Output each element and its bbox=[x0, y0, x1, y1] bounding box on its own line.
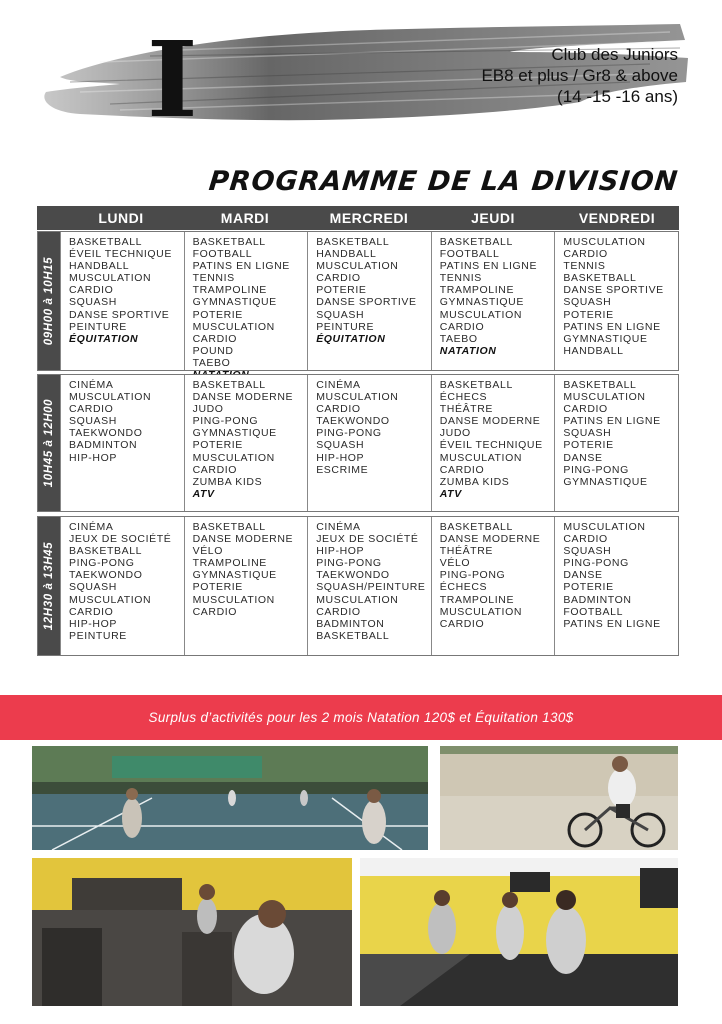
activity-item: PING-PONG bbox=[316, 427, 382, 440]
page-title: PROGRAMME DE LA DIVISION bbox=[207, 166, 680, 197]
activity-item: TAEKWONDO bbox=[69, 427, 143, 440]
activity-item: DANSE MODERNE bbox=[439, 533, 541, 546]
activity-item: VÉLO bbox=[192, 545, 224, 558]
day-friday: VENDREDI bbox=[578, 210, 656, 226]
activity-item: SQUASH bbox=[316, 439, 365, 452]
activity-item: SQUASH bbox=[69, 296, 117, 309]
activity-item: TENNIS bbox=[563, 260, 606, 273]
activity-item: DANSE SPORTIVE bbox=[316, 296, 417, 309]
activity-item: BASKETBALL bbox=[563, 379, 637, 391]
activity-item: BASKETBALL bbox=[69, 545, 143, 558]
day-thursday: JEUDI bbox=[471, 210, 515, 226]
activity-item: PEINTURE bbox=[69, 320, 127, 333]
time-slot-afternoon bbox=[37, 516, 679, 656]
activity-item: BASKETBALL bbox=[69, 236, 143, 248]
gym-image-right bbox=[360, 858, 678, 1006]
activity-item: JUDO bbox=[439, 427, 471, 440]
time-slot-text: 10H45 à 12H00 bbox=[43, 398, 55, 488]
time-slot-morning bbox=[37, 231, 679, 371]
day-tuesday: MARDI bbox=[220, 210, 270, 226]
activity-item: TRAMPOLINE bbox=[439, 593, 515, 606]
activity-item: TAEKWONDO bbox=[316, 569, 390, 582]
activity-item: POTERIE bbox=[192, 439, 243, 452]
activity-item: PATINS EN LIGNE bbox=[563, 617, 661, 630]
day-cell-vendredi bbox=[554, 517, 678, 655]
activity-item: MUSCULATION bbox=[69, 593, 152, 606]
activity-item: PING-PONG bbox=[192, 415, 259, 428]
activity-item: TRAMPOLINE bbox=[192, 557, 267, 570]
time-slot-label bbox=[38, 375, 60, 511]
activity-item: SQUASH bbox=[563, 545, 612, 558]
activity-item: FOOTBALL bbox=[192, 248, 253, 261]
activity-item: HANDBALL bbox=[69, 260, 130, 273]
day-cell-jeudi bbox=[431, 517, 555, 655]
activity-item: MUSCULATION bbox=[192, 593, 275, 606]
activity-item: PING-PONG bbox=[439, 569, 506, 582]
activity-item: BASKETBALL bbox=[563, 272, 637, 285]
activity-item: PING-PONG bbox=[563, 557, 629, 570]
grade-line: EB8 et plus / Gr8 & above bbox=[481, 66, 678, 85]
activity-item: GYMNASTIQUE bbox=[439, 296, 524, 309]
activity-item: HIP-HOP bbox=[316, 545, 365, 558]
activity-item: HIP-HOP bbox=[69, 451, 117, 464]
day-cell-mardi bbox=[184, 375, 308, 511]
activity-item: MUSCULATION bbox=[316, 593, 399, 606]
activity-item: DANSE SPORTIVE bbox=[563, 284, 664, 297]
day-cell-mercredi bbox=[307, 517, 431, 655]
activity-item: BASKETBALL bbox=[439, 236, 513, 248]
activity-item: BASKETBALL bbox=[316, 236, 390, 248]
activity-item: TRAMPOLINE bbox=[192, 284, 267, 297]
activity-item: PING-PONG bbox=[69, 557, 135, 570]
activity-item: PEINTURE bbox=[316, 320, 375, 333]
activity-item: CARDIO bbox=[563, 248, 608, 261]
time-slot-late-morning bbox=[37, 374, 679, 512]
time-slot-label bbox=[38, 232, 60, 370]
activity-item: MUSCULATION bbox=[316, 260, 399, 273]
activity-item: TENNIS bbox=[439, 272, 482, 285]
activity-item: DANSE MODERNE bbox=[192, 533, 294, 546]
activity-item: ZUMBA KIDS bbox=[439, 475, 510, 488]
photo-cycling bbox=[440, 746, 678, 850]
activity-item: CARDIO bbox=[69, 403, 114, 416]
activity-item: CINÉMA bbox=[69, 521, 114, 533]
activity-item: CARDIO bbox=[192, 332, 238, 345]
activity-item: DANSE bbox=[563, 451, 603, 464]
activity-item: BASKETBALL bbox=[439, 521, 513, 533]
activity-item: ZUMBA KIDS bbox=[192, 475, 263, 488]
activity-item: TAEBO bbox=[439, 332, 478, 345]
activity-item: JEUX DE SOCIÉTÉ bbox=[69, 533, 172, 546]
activity-item: CARDIO bbox=[316, 605, 361, 618]
activity-item: POTERIE bbox=[563, 308, 614, 321]
activity-item: HANDBALL bbox=[563, 344, 624, 357]
activity-item: CINÉMA bbox=[316, 521, 361, 533]
activity-item: MUSCULATION bbox=[563, 391, 646, 404]
activity-item: MUSCULATION bbox=[439, 605, 523, 618]
activity-item: CARDIO bbox=[563, 533, 608, 546]
activity-item: GYMNASTIQUE bbox=[192, 296, 277, 309]
club-name: Club des Juniors bbox=[551, 45, 678, 64]
activity-item: BASKETBALL bbox=[439, 379, 513, 391]
activity-item: ATV bbox=[439, 487, 462, 500]
activity-item: ÉCHECS bbox=[439, 391, 488, 404]
day-cell-mercredi bbox=[307, 232, 431, 370]
day-cell-lundi bbox=[60, 232, 184, 370]
activity-item: PEINTURE bbox=[69, 629, 127, 642]
activity-item: PATINS EN LIGNE bbox=[563, 415, 661, 428]
day-cell-lundi bbox=[60, 375, 184, 511]
activity-item: GYMNASTIQUE bbox=[192, 427, 277, 440]
activity-item: BASKETBALL bbox=[192, 379, 266, 391]
day-cell-mercredi bbox=[307, 375, 431, 511]
time-slot-label bbox=[38, 517, 60, 655]
activity-item: NATATION bbox=[439, 344, 497, 357]
activity-item: PATINS EN LIGNE bbox=[439, 260, 538, 273]
day-monday: LUNDI bbox=[98, 210, 144, 226]
gym-image-left bbox=[32, 858, 352, 1006]
activity-item: MUSCULATION bbox=[69, 391, 152, 404]
activity-item: FOOTBALL bbox=[439, 248, 500, 261]
day-cell-mardi bbox=[184, 232, 308, 370]
activity-item: CARDIO bbox=[316, 272, 361, 285]
activity-item: SQUASH bbox=[563, 296, 612, 309]
day-cell-mardi bbox=[184, 517, 308, 655]
activity-item: CINÉMA bbox=[316, 379, 361, 391]
activity-item: MUSCULATION bbox=[316, 391, 399, 404]
activity-item: ÉVEIL TECHNIQUE bbox=[439, 439, 543, 452]
activity-item: DANSE MODERNE bbox=[192, 391, 294, 404]
division-letter-logo: I bbox=[146, 18, 198, 141]
activity-item: CARDIO bbox=[316, 403, 361, 416]
activity-item: CARDIO bbox=[563, 403, 608, 416]
day-cell-vendredi bbox=[554, 375, 678, 511]
activity-item: MUSCULATION bbox=[563, 521, 646, 533]
activity-item: BADMINTON bbox=[69, 439, 138, 452]
tennis-court-image bbox=[32, 746, 428, 850]
activity-item: ATV bbox=[192, 487, 215, 500]
activity-item: CARDIO bbox=[439, 320, 485, 333]
time-slot-text: 09H00 à 10H15 bbox=[43, 256, 55, 346]
activity-item: DANSE SPORTIVE bbox=[69, 308, 170, 321]
time-slot-text: 12H30 à 13H45 bbox=[43, 541, 55, 631]
activity-item: DANSE bbox=[563, 569, 603, 582]
activity-item: ÉCHECS bbox=[439, 581, 488, 594]
activity-item: BADMINTON bbox=[316, 617, 385, 630]
activity-item: HIP-HOP bbox=[69, 617, 117, 630]
activity-item: CARDIO bbox=[439, 463, 485, 476]
activity-item: PATINS EN LIGNE bbox=[563, 320, 661, 333]
activity-item: MUSCULATION bbox=[439, 451, 523, 464]
activity-item: ÉVEIL TECHNIQUE bbox=[69, 248, 172, 261]
activity-item: BASKETBALL bbox=[316, 629, 390, 642]
activity-item: THÉÂTRE bbox=[439, 403, 493, 416]
activity-item: MUSCULATION bbox=[69, 272, 152, 285]
activity-item: POTERIE bbox=[563, 439, 614, 452]
activity-item: PING-PONG bbox=[563, 463, 629, 476]
activity-item: SQUASH bbox=[316, 308, 365, 321]
activity-item: FOOTBALL bbox=[563, 605, 624, 618]
activity-item: BADMINTON bbox=[563, 593, 632, 606]
activity-item: CARDIO bbox=[192, 605, 238, 618]
activity-item: CARDIO bbox=[69, 284, 114, 297]
activity-item: VÉLO bbox=[439, 557, 471, 570]
activity-item: MUSCULATION bbox=[563, 236, 646, 248]
activity-item: BASKETBALL bbox=[192, 236, 266, 248]
activity-item: MUSCULATION bbox=[192, 451, 275, 464]
activity-item: PING-PONG bbox=[316, 557, 382, 570]
activity-item: MUSCULATION bbox=[192, 320, 275, 333]
photo-gym-right bbox=[360, 858, 678, 1006]
activity-item: ÉQUITATION bbox=[69, 332, 139, 345]
activity-item: SQUASH/PEINTURE bbox=[316, 581, 426, 594]
activity-item: CARDIO bbox=[69, 605, 114, 618]
activity-item: DANSE MODERNE bbox=[439, 415, 541, 428]
schedule-table bbox=[37, 206, 679, 642]
activity-item: ÉQUITATION bbox=[316, 332, 386, 345]
activity-item: CARDIO bbox=[192, 463, 238, 476]
activity-item: SQUASH bbox=[563, 427, 612, 440]
activity-item: HIP-HOP bbox=[316, 451, 365, 464]
activity-item: POTERIE bbox=[563, 581, 614, 594]
activity-item: CARDIO bbox=[439, 617, 485, 630]
activity-item: POUND bbox=[192, 344, 234, 357]
activity-item: TENNIS bbox=[192, 272, 235, 285]
activity-item: POTERIE bbox=[192, 308, 243, 321]
activity-item: POTERIE bbox=[192, 581, 243, 594]
day-cell-jeudi bbox=[431, 232, 555, 370]
day-header-row bbox=[37, 206, 679, 230]
age-line: (14 -15 -16 ans) bbox=[557, 87, 678, 106]
activity-item: JEUX DE SOCIÉTÉ bbox=[316, 533, 419, 546]
surplus-banner: Surplus d’activités pour les 2 mois Natation 120$ et Équitation 130$ bbox=[0, 695, 722, 740]
activity-item: GYMNASTIQUE bbox=[192, 569, 277, 582]
activity-item: GYMNASTIQUE bbox=[563, 332, 648, 345]
activity-item: CINÉMA bbox=[69, 379, 114, 391]
activity-item: PATINS EN LIGNE bbox=[192, 260, 290, 273]
photo-gym-left bbox=[32, 858, 352, 1006]
day-cell-jeudi bbox=[431, 375, 555, 511]
activity-item: TAEBO bbox=[192, 356, 231, 369]
activity-item: BASKETBALL bbox=[192, 521, 266, 533]
photo-tennis bbox=[32, 746, 428, 850]
day-cell-lundi bbox=[60, 517, 184, 655]
activity-item: TAEKWONDO bbox=[69, 569, 143, 582]
day-cell-vendredi bbox=[554, 232, 678, 370]
activity-item: MUSCULATION bbox=[439, 308, 523, 321]
activity-item: TRAMPOLINE bbox=[439, 284, 515, 297]
activity-item: TAEKWONDO bbox=[316, 415, 390, 428]
activity-item: GYMNASTIQUE bbox=[563, 475, 648, 488]
activity-item: ESCRIME bbox=[316, 463, 369, 476]
activity-item: POTERIE bbox=[316, 284, 367, 297]
day-wednesday: MERCREDI bbox=[329, 210, 409, 226]
activity-item: HANDBALL bbox=[316, 248, 377, 261]
activity-item: SQUASH bbox=[69, 581, 117, 594]
activity-item: JUDO bbox=[192, 403, 224, 416]
club-info bbox=[481, 44, 678, 107]
cycling-image bbox=[440, 746, 678, 850]
activity-item: THÉÂTRE bbox=[439, 545, 493, 558]
activity-item: SQUASH bbox=[69, 415, 117, 428]
